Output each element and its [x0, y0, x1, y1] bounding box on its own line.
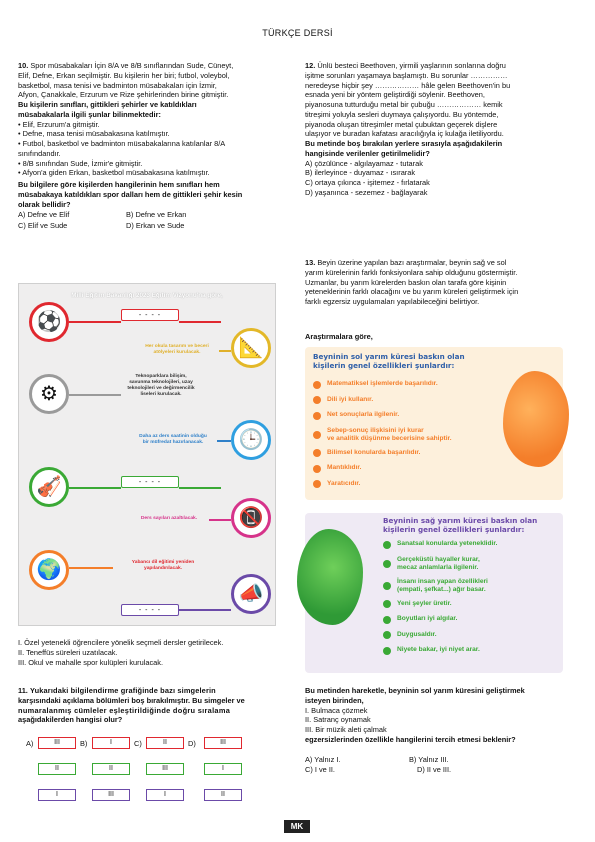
page-title: TÜRKÇE DERSİ: [262, 28, 333, 38]
question-11: [18, 686, 280, 725]
left-item: Dili iyi kullanır.: [313, 393, 493, 409]
ruler-icon: 📐: [231, 328, 271, 368]
clock-icon: 🕒: [231, 420, 271, 460]
q11-line: aşağıdakilerden hangisi olur?: [18, 715, 123, 725]
option-a[interactable]: A) çözülünce - algılayamaz - tutarak: [305, 158, 423, 168]
statement-ii: II. Teneffüs süreleri uzatılacak.: [18, 647, 118, 657]
option-b[interactable]: B) Yalnız III.: [409, 754, 449, 764]
q13-line: yarım kürelerinin farklı fonksiyonlara sahip olduğunu göstermiştir.: [305, 267, 518, 277]
answer-box-purple: I: [38, 789, 76, 801]
option-d[interactable]: D) yaşanınca - sezemez - bağlayarak: [305, 187, 428, 197]
q13-item: III. Bir müzik aleti çalmak: [305, 725, 387, 735]
question-number: 10.: [18, 61, 29, 70]
q13-question: [305, 686, 577, 775]
q13-lead: Araştırmalara göre,: [305, 332, 373, 341]
question-number: 12.: [305, 61, 316, 70]
q12-line: neredeyse hiçbir şey ……………… hâle gelen Beethoven'in bu: [305, 80, 511, 90]
right-item: Duygusaldır.: [383, 628, 561, 644]
right-brain-panel: [305, 513, 563, 673]
right-item: Yeni şeyler üretir.: [383, 597, 561, 613]
q10-question: müsabakaya katıldıkları spor dalları hem de gittikleri şehir kesin: [18, 189, 243, 199]
question-number: 11.: [18, 686, 28, 695]
green-brain-image: [297, 529, 363, 625]
answer-box-green: I: [204, 763, 242, 775]
answer-box-green: III: [146, 763, 184, 775]
left-item: Matematiksel işlemlerde başarılıdır.: [313, 377, 493, 393]
q12-line: titreşimi yoluyla sesleri duymaya çalışıyordu. Bu yöntemde,: [305, 109, 499, 119]
question-13: [305, 258, 577, 307]
option-d[interactable]: D) II ve III.: [417, 765, 452, 775]
q10-bullet: • Defne, masa tenisi müsabakasına katılmıştır.: [18, 129, 170, 139]
option-a[interactable]: A) Defne ve Elif: [18, 210, 70, 220]
infographic-text: Yabancı dil eğitimi yeniden yapılandırılacak.: [131, 560, 195, 572]
violin-icon: 🎻: [29, 467, 69, 507]
soccer-icon: ⚽: [29, 302, 69, 342]
left-brain-panel: [305, 347, 563, 500]
left-item: Sebep-sonuç ilişkisini iyi kurar ve analitik düşünme becerisine sahiptir.: [313, 424, 493, 446]
q12-question: Bu metinde boş bırakılan yerlere sırasıyla aşağıdakilerin: [305, 139, 503, 149]
q13-question-line: egzersizlerinden özellikle hangilerini tercih etmesi beklenir?: [305, 734, 516, 744]
answer-box: - - - -: [121, 604, 179, 616]
left-brain-title: Beyninin sol yarım küresi baskın olan kişilerin genel özellikleri şunlardır:: [313, 352, 465, 370]
infographic-text: Teknoparklara bilişim, savunma teknolojileri, uzay teknolojileri ve değirmencilik liseleri kurulacak.: [127, 374, 195, 398]
answer-box-purple: II: [204, 789, 242, 801]
option-d[interactable]: D) Erkan ve Sude: [126, 221, 185, 231]
q13-item: II. Satranç oynamak: [305, 715, 371, 725]
answer-box: - - - -: [121, 309, 179, 321]
option-d[interactable]: D): [188, 739, 196, 748]
q12-line: piyanosuna tutturduğu metal bir çubuğu ……………… kemik: [305, 100, 503, 110]
question-10: [18, 61, 280, 231]
q11-options: [26, 737, 281, 807]
q10-bullet: • Elif, Erzurum'a gitmiştir.: [18, 119, 100, 129]
q10-bullet: sınıfındandır.: [18, 148, 61, 158]
left-item: Bilimsel konularda başarılıdır.: [313, 446, 493, 462]
q11-line: karşısındaki açıklama bölümleri boş bırakılmıştır. Bu simgeler ve: [18, 695, 245, 705]
q12-line: ulaşıyor ve buradan kafatası aracılığıyla iç kulağa iletiliyordu.: [305, 129, 504, 139]
q13-item: I. Bulmaca çözmek: [305, 705, 368, 715]
answer-box-purple: III: [92, 789, 130, 801]
gears-icon: ⚙: [29, 374, 69, 414]
q10-bullet: • 8/B sınıfından Sude, İzmir'e gitmiştir.: [18, 158, 143, 168]
q10-bold: müsabakalarla ilgili şunlar bilinmektedir:: [18, 109, 161, 119]
right-item: Sanatsal konularda yeteneklidir.: [383, 537, 561, 553]
answer-box-red: II: [146, 737, 184, 749]
statement-iii: III. Okul ve mahalle spor kulüpleri kurulacak.: [18, 657, 164, 667]
option-a[interactable]: A) Yalnız I.: [305, 754, 341, 764]
option-b[interactable]: B) ilerleyince - duyamaz - ısırarak: [305, 168, 416, 178]
option-c[interactable]: C) Elif ve Sude: [18, 221, 68, 231]
q10-line: Spor müsabakaları İçin 8/A ve 8/B sınıflarından Sude, Cüneyt,: [30, 61, 234, 70]
right-item: Boyutları iyi algılar.: [383, 612, 561, 628]
q10-line: Afyon, Çanakkale, Erzurum ve Rize şehirlerinden birine gitmiştir.: [18, 90, 229, 100]
q13-question-line: Bu metinden hareketle, beyninin sol yarım küresini geliştirmek: [305, 686, 525, 695]
infographic-text: Her okula tasarım ve beceri atölyeleri kurulacak.: [145, 344, 209, 356]
option-c[interactable]: C): [134, 739, 142, 748]
q10-line: basketbol, masa tenisi ve badminton müsabakaları için İzmir,: [18, 80, 217, 90]
statement-i: I. Özel yetenekli öğrencilere yönelik seçmeli dersler getirilecek.: [18, 638, 224, 647]
right-item: Niyete bakar, iyi niyet arar.: [383, 643, 561, 659]
q12-line: piyanoda oluşan titreşimler metal çubuktan geçerek dişlere: [305, 119, 498, 129]
footer-logo: MK: [284, 820, 310, 833]
question-12: [305, 61, 577, 198]
megaphone-icon: 📣: [231, 574, 271, 614]
left-item: Yaratıcıdır.: [313, 477, 493, 493]
question-number: 13.: [305, 258, 316, 267]
option-b[interactable]: B) Defne ve Erkan: [126, 210, 187, 220]
q10-bullet: • Afyon'a giden Erkan, basketbol müsabakasına katılmıştır.: [18, 168, 210, 178]
statements: [18, 638, 280, 667]
infographic-heading: Milli Eğitim Bakanlığı 2023 Eğitim Vizyonu'na göre,: [71, 292, 223, 299]
q13-line: Uzmanlar, bu yarım kürelerden baskın olan tarafa göre kişinin: [305, 277, 507, 287]
answer-box-green: II: [38, 763, 76, 775]
q10-line: Elif, Defne, Erkan seçilmiştir. Bu kişilerin her biri; futbol, voleybol,: [18, 70, 230, 80]
answer-box-red: III: [204, 737, 242, 749]
q12-line: Ünlü besteci Beethoven, yirmili yaşlarının sonlarına doğru: [317, 61, 506, 70]
q11-line: Yukarıdaki bilgilendirme grafiğinde bazı simgelerin: [29, 686, 216, 695]
q11-line: numaralanmış cümleler eşleştirildiğinde doğru sıralama: [18, 705, 231, 715]
infographic: [18, 283, 276, 626]
left-item: Net sonuçlarla ilgilenir.: [313, 408, 493, 424]
option-c[interactable]: C) I ve II.: [305, 765, 335, 775]
infographic-text: Ders sayıları azaltılacak.: [140, 516, 198, 521]
answer-box: - - - -: [121, 476, 179, 488]
right-brain-title: Beyninin sağ yarım küresi baskın olan kişilerin genel özellikleri şunlardır:: [383, 516, 538, 534]
q10-bold: Bu kişilerin sınıfları, gittikleri şehirler ve katıldıkları: [18, 100, 197, 110]
q12-line: esnada yeni bir yöntem geliştirdiği söylenir. Beethoven,: [305, 90, 485, 100]
answer-box-red: III: [38, 737, 76, 749]
option-b[interactable]: B): [80, 739, 88, 748]
q10-question: Bu bilgilere göre kişilerden hangilerinin hem sınıfları hem: [18, 180, 220, 190]
right-item: İnsanı insan yapan özellikleri (empati, şefkat...) ağır basar.: [383, 575, 561, 597]
option-c[interactable]: C) ortaya çıkınca - işitemez - fırlatarak: [305, 178, 430, 188]
globe-icon: 🌍: [29, 550, 69, 590]
q13-line: farklı egzersiz uygulamaları yapılabileceğini belirtiyor.: [305, 297, 480, 307]
q13-line: yeteneklerinin farklı olacağını ve bu yarım küreleri geliştirmek için: [305, 287, 519, 297]
answer-box-red: I: [92, 737, 130, 749]
q12-line: işitme sorunları yaşamaya başlamıştı. Bu sorunlar ……………: [305, 70, 508, 80]
no-phone-icon: 📵: [231, 498, 271, 538]
left-item: Mantıklıdır.: [313, 461, 493, 477]
right-item: Gerçeküstü hayaller kurar, mecaz anlamlarla ilgilenir.: [383, 553, 561, 575]
option-a[interactable]: A): [26, 739, 34, 748]
answer-box-purple: I: [146, 789, 184, 801]
q13-line: Beyin üzerine yapılan bazı araştırmalar, beynin sağ ve sol: [317, 258, 507, 267]
q10-question: olarak bellidir?: [18, 199, 71, 209]
q12-question: hangisinde verilenler getirilmelidir?: [305, 148, 430, 158]
answer-box-green: II: [92, 763, 130, 775]
orange-brain-image: [503, 371, 569, 467]
q13-question-line: isteyen birinden,: [305, 695, 364, 705]
q10-bullet: • Futbol, basketbol ve badminton müsabakalarına katılanlar 8/A: [18, 139, 226, 149]
infographic-text: Daha az ders saatinin olduğu bir müfredat hazırlanacak.: [139, 434, 207, 446]
